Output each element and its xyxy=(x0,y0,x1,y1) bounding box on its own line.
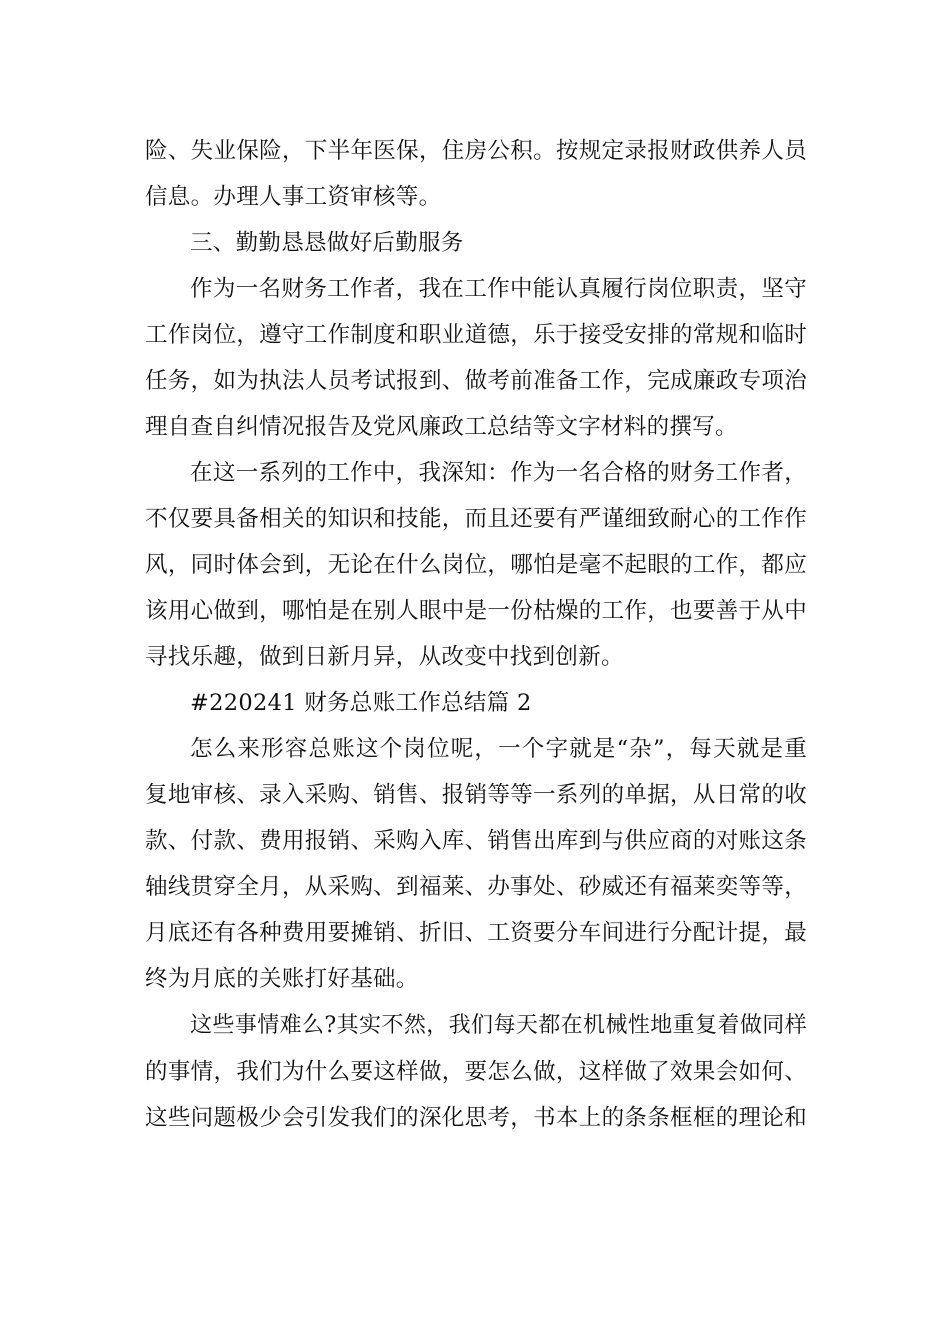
paragraph-line: 月底还有各种费用要摊销、折旧、工资要分车间进行分配计提，最 xyxy=(145,920,807,946)
paragraph-line: 这些问题极少会引发我们的深化思考，书本上的条条框框的理论和 xyxy=(145,1105,807,1131)
paragraph-line: 险、失业保险，下半年医保，住房公积。按规定录报财政供养人员 xyxy=(145,138,807,164)
paragraph-line: 款、付款、费用报销、采购入库、销售出库到与供应商的对账这条 xyxy=(145,828,807,854)
paragraph-first-line: 三、勤勤恳恳做好后勤服务 xyxy=(190,230,464,256)
paragraph-line: 风，同时体会到，无论在什么岗位，哪怕是毫不起眼的工作，都应 xyxy=(145,552,807,578)
paragraph-line: 复地审核、录入采购、销售、报销等等一系列的单据，从日常的收 xyxy=(145,782,807,808)
paragraph-first-line: #220241 财务总账工作总结篇 2 xyxy=(190,690,532,716)
paragraph-line: 信息。办理人事工资审核等。 xyxy=(145,184,442,210)
paragraph-first-line: 怎么来形容总账这个岗位呢，一个字就是“杂”，每天就是重 xyxy=(190,736,807,762)
paragraph-first-line: 这些事情难么?其实不然，我们每天都在机械性地重复着做同样 xyxy=(190,1013,807,1038)
paragraph-line: 终为月底的关账打好基础。 xyxy=(145,966,419,992)
paragraph-line: 理自查自纠情况报告及党风廉政工总结等文字材料的撰写。 xyxy=(145,414,738,440)
paragraph-first-line: 作为一名财务工作者，我在工作中能认真履行岗位职责，坚守 xyxy=(190,276,807,302)
paragraph-line: 不仅要具备相关的知识和技能，而且还要有严谨细致耐心的工作作 xyxy=(145,506,807,532)
paragraph-line: 寻找乐趣，做到日新月异，从改变中找到创新。 xyxy=(145,644,624,670)
paragraph-line: 任务，如为执法人员考试报到、做考前准备工作，完成廉政专项治 xyxy=(145,368,807,394)
paragraph-line: 轴线贯穿全月，从采购、到福莱、办事处、砂威还有福莱奕等等， xyxy=(145,874,807,900)
paragraph-line: 该用心做到，哪怕是在别人眼中是一份枯燥的工作，也要善于从中 xyxy=(145,598,807,624)
paragraph-line: 的事情，我们为什么要这样做，要怎么做，这样做了效果会如何、 xyxy=(145,1059,807,1085)
paragraph-line: 工作岗位，遵守工作制度和职业道德，乐于接受安排的常规和临时 xyxy=(145,322,807,348)
paragraph-first-line: 在这一系列的工作中，我深知：作为一名合格的财务工作者， xyxy=(190,460,807,486)
